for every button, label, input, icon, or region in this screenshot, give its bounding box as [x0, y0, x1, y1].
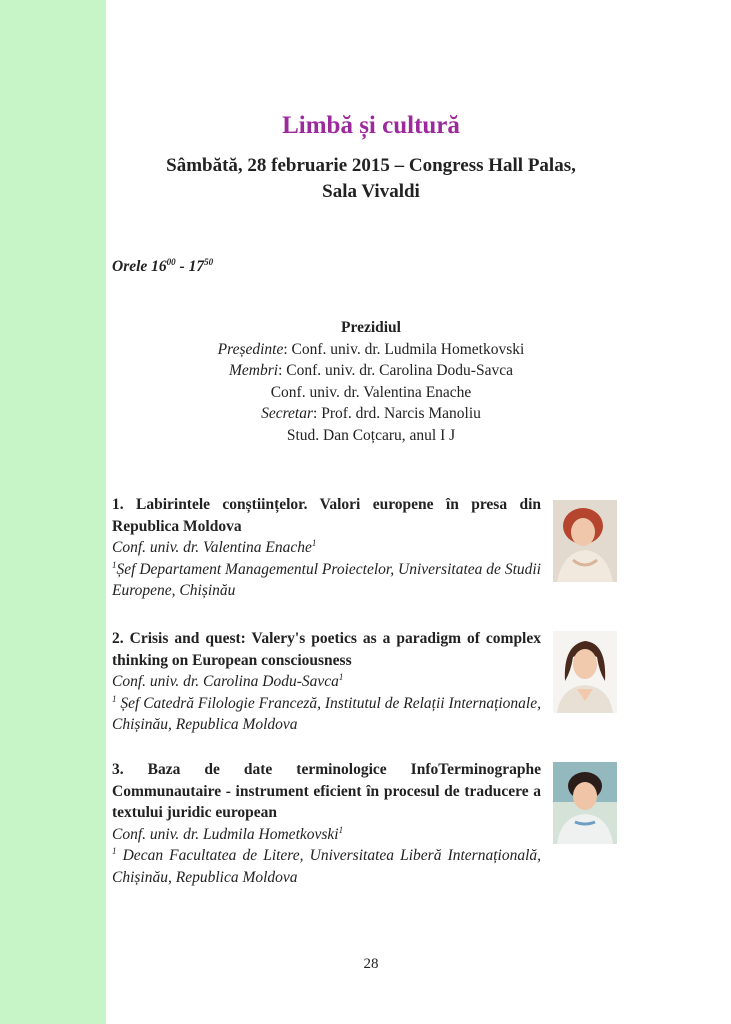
presentation-affiliation: $^1$ Șef Catedră Filologie Franceză, Institutul de Relații Internaționale, Chișinău, Republica Moldova — [112, 693, 541, 733]
page-number: 28 — [363, 956, 379, 972]
presentation-title: 3. Baza de date terminologice InfoTerminographe Communautaire - instrument eficient în procesul de traducere a textului juridic european — [112, 761, 541, 821]
session-subtitle — [106, 153, 636, 205]
presidium-member-1: Membri: Conf. univ. dr. Carolina Dodu-Savca — [229, 362, 513, 379]
side-color-band — [0, 0, 106, 1024]
presentation-item-2 — [112, 628, 541, 736]
author-photo-3 — [553, 762, 617, 844]
presentation-title: 1. Labirintele conștiințelor. Valori europene în presa din Republica Moldova — [112, 496, 541, 535]
presentation-affiliation: $^1$Șef Departament Managementul Proiectelor, Universitatea de Studii Europene, Chișinău — [112, 559, 541, 599]
presidium-block — [106, 317, 636, 446]
presentation-item-1 — [112, 494, 541, 602]
page-title: Limbă și cultură — [282, 112, 460, 139]
presidium-president: Președinte: Conf. univ. dr. Ludmila Hometkovski — [217, 340, 525, 358]
presidium-heading: Prezidiul — [341, 319, 401, 336]
subtitle-line-1: Sâmbătă, 28 februarie 2015 – Congress Hall Palas, — [166, 155, 576, 176]
presentation-title: 2. Crisis and quest: Valery's poetics as a paradigm of complex thinking on European consciousness — [112, 630, 541, 669]
author-photo-1 — [553, 500, 617, 582]
presidium-secretary-1: Secretar: Prof. drd. Narcis Manoliu — [261, 405, 481, 422]
presentation-author: Conf. univ. dr. Valentina Enache$^1$ — [112, 538, 317, 556]
presidium-member-2: Conf. univ. dr. Valentina Enache — [270, 383, 472, 401]
presentation-author: Conf. univ. dr. Carolina Dodu-Savca$^1$ — [112, 672, 344, 690]
page-content — [106, 0, 731, 1024]
author-photo-2 — [553, 631, 617, 713]
presentation-author: Conf. univ. dr. Ludmila Hometkovski$^1$ — [112, 824, 344, 843]
presentation-affiliation: $^1$ Decan Facultatea de Litere, Universitatea Liberă Internațională, Chișinău, Republica Moldova — [112, 846, 541, 886]
presentation-item-3 — [112, 759, 541, 888]
subtitle-line-2: Sala Vivaldi — [322, 181, 420, 202]
session-hours: Orele $16^{00} - 17^{50}$ — [112, 257, 214, 275]
presidium-secretary-2: Stud. Dan Coțcaru, anul I J — [286, 426, 456, 444]
